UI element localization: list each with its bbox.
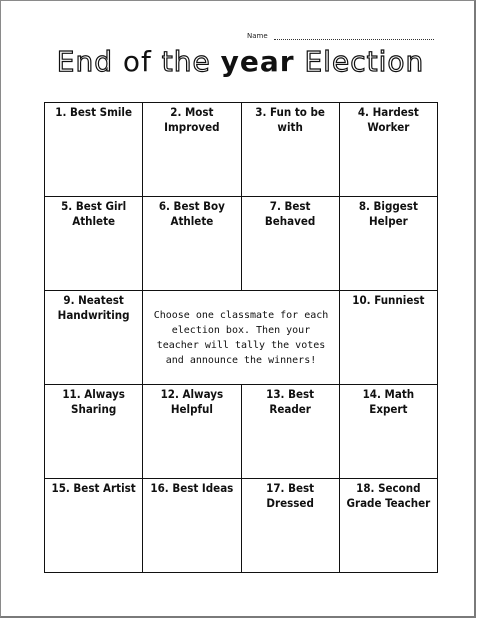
name-label: Name xyxy=(247,32,268,40)
election-box-best-girl-athlete[interactable]: 5. Best Girl Athlete xyxy=(45,197,143,291)
instructions-text: Choose one classmate for each election box. Then your teacher will tally the votes and announce the winners! xyxy=(143,291,340,385)
election-box-best-behaved[interactable]: 7. Best Behaved xyxy=(241,197,339,291)
election-box-most-improved[interactable]: 2. Most Improved xyxy=(143,103,241,197)
grid-row-4 xyxy=(45,385,438,479)
election-box-best-ideas[interactable]: 16. Best Ideas xyxy=(143,479,241,573)
election-box-always-sharing[interactable]: 11. Always Sharing xyxy=(45,385,143,479)
election-grid xyxy=(44,102,438,573)
election-box-math-expert[interactable]: 14. Math Expert xyxy=(339,385,437,479)
election-box-best-artist[interactable]: 15. Best Artist xyxy=(45,479,143,573)
election-box-best-boy-athlete[interactable]: 6. Best Boy Athlete xyxy=(143,197,241,291)
election-box-fun-to-be-with[interactable]: 3. Fun to be with xyxy=(241,103,339,197)
grid-row-3 xyxy=(45,291,438,385)
election-box-best-reader[interactable]: 13. Best Reader xyxy=(241,385,339,479)
title-word-election: Election xyxy=(294,45,425,78)
title-word-the: the xyxy=(161,45,221,78)
election-box-biggest-helper[interactable]: 8. Biggest Helper xyxy=(339,197,437,291)
election-box-neatest-handwriting[interactable]: 9. Neatest Handwriting xyxy=(45,291,143,385)
page-title xyxy=(1,45,479,78)
grid-row-5 xyxy=(45,479,438,573)
election-box-best-smile[interactable]: 1. Best Smile xyxy=(45,103,143,197)
election-box-always-helpful[interactable]: 12. Always Helpful xyxy=(143,385,241,479)
grid-row-1 xyxy=(45,103,438,197)
title-word-end: End xyxy=(56,45,113,78)
election-box-best-dressed[interactable]: 17. Best Dressed xyxy=(241,479,339,573)
election-box-hardest-worker[interactable]: 4. Hardest Worker xyxy=(339,103,437,197)
election-box-funniest[interactable]: 10. Funniest xyxy=(339,291,437,385)
election-box-second-grade-teacher[interactable]: 18. Second Grade Teacher xyxy=(339,479,437,573)
name-blank-line xyxy=(274,39,434,40)
grid-row-2 xyxy=(45,197,438,291)
title-word-of: of xyxy=(112,45,162,78)
title-word-year: year xyxy=(220,45,295,78)
